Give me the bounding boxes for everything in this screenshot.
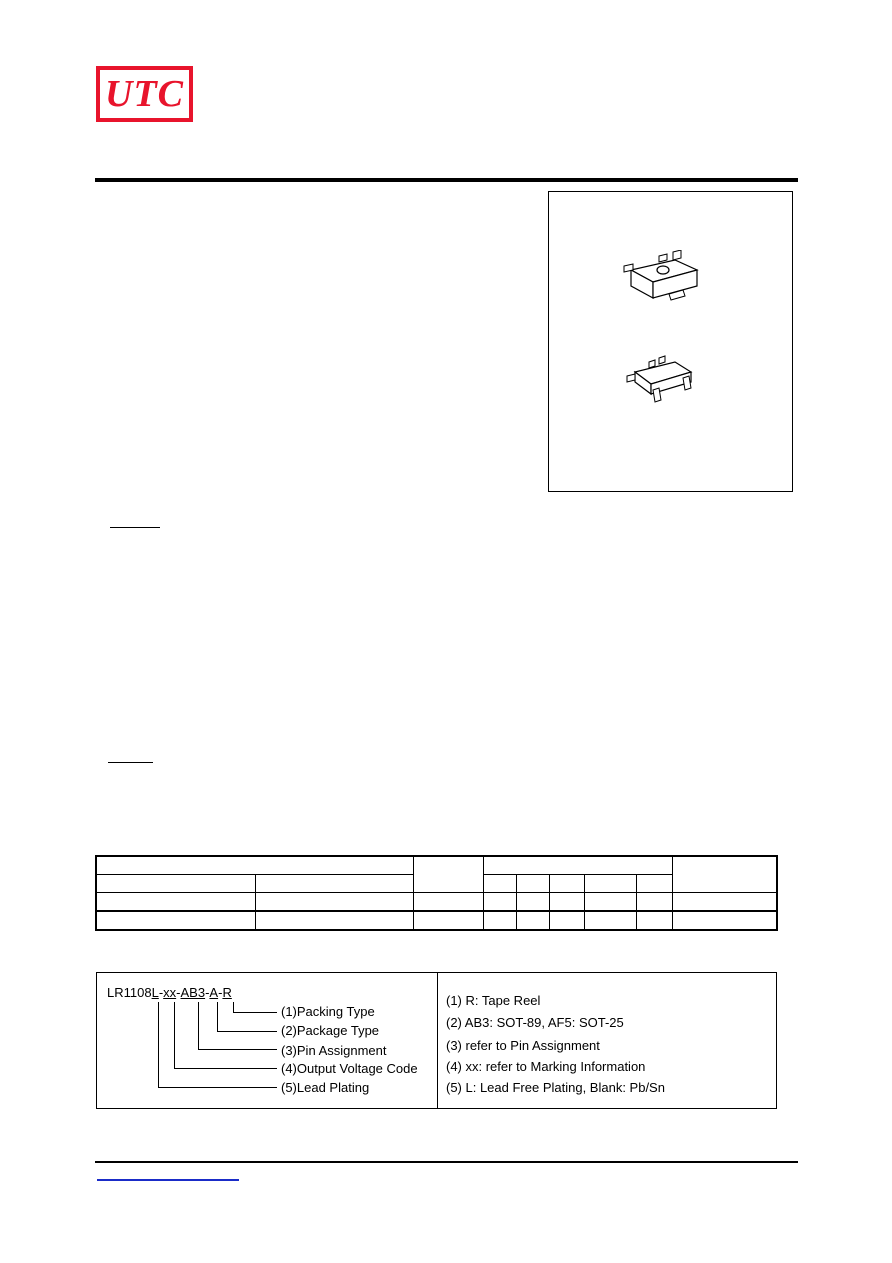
leader-line-5h — [158, 1087, 277, 1088]
desc-pin-assignment: (3) refer to Pin Assignment — [446, 1038, 600, 1053]
label-package-type: (2)Package Type — [281, 1023, 380, 1038]
leader-line-4 — [174, 1002, 175, 1069]
sot89-package-icon — [621, 250, 705, 302]
desc-package-type: (2) AB3: SOT-89, AF5: SOT-25 — [446, 1015, 624, 1030]
table-cell — [413, 911, 483, 930]
table-cell — [413, 893, 483, 912]
table-cell — [255, 875, 413, 893]
decode-divider — [437, 973, 438, 1108]
pn-voltage-code: xx — [163, 985, 177, 1000]
sot25-package-icon — [625, 350, 705, 406]
leader-line-4h — [174, 1068, 277, 1069]
table-cell — [96, 893, 255, 912]
pn-packing-type: R — [222, 985, 232, 1000]
pn-package-type: AB3 — [180, 985, 206, 1000]
leader-line-3h — [198, 1049, 277, 1050]
ordering-table — [95, 855, 778, 931]
desc-lead-plating: (5) L: Lead Free Plating, Blank: Pb/Sn — [446, 1080, 665, 1095]
leader-line-1h — [233, 1012, 277, 1013]
desc-voltage-code: (4) xx: refer to Marking Information — [446, 1059, 646, 1074]
table-cell — [96, 911, 255, 930]
table-cell — [584, 911, 636, 930]
part-number-decode-box — [96, 972, 777, 1109]
header-rule — [95, 178, 798, 182]
table-cell — [672, 911, 777, 930]
table-row — [96, 911, 777, 930]
label-pin-assignment: (3)Pin Assignment — [281, 1043, 387, 1058]
label-packing-type: (1)Packing Type — [281, 1004, 375, 1019]
section-underline-2 — [108, 762, 153, 763]
table-cell — [483, 856, 672, 875]
table-row — [96, 856, 777, 875]
pn-pin-assignment: A — [209, 985, 219, 1000]
table-cell — [96, 856, 413, 875]
table-cell — [255, 911, 413, 930]
table-cell — [636, 875, 672, 893]
section-underline-1 — [110, 527, 160, 528]
leader-line-5 — [158, 1002, 159, 1088]
table-cell — [483, 875, 516, 893]
table-cell — [413, 856, 483, 893]
table-cell — [549, 911, 584, 930]
table-cell — [549, 875, 584, 893]
table-cell — [96, 875, 255, 893]
table-cell — [636, 893, 672, 912]
company-logo — [96, 66, 193, 122]
footer-rule — [95, 1161, 798, 1163]
table-cell — [516, 911, 549, 930]
table-cell — [672, 856, 777, 893]
table-cell — [483, 911, 516, 930]
package-illustration-box — [548, 191, 793, 492]
table-cell — [483, 893, 516, 912]
leader-line-2h — [217, 1031, 277, 1032]
table-cell — [636, 911, 672, 930]
table-row — [96, 893, 777, 912]
leader-line-3 — [198, 1002, 199, 1050]
table-cell — [549, 893, 584, 912]
logo-text: UTC — [105, 73, 184, 115]
table-cell — [255, 893, 413, 912]
table-cell — [584, 875, 636, 893]
table-cell — [584, 893, 636, 912]
website-link[interactable] — [97, 1175, 239, 1181]
label-lead-plating: (5)Lead Plating — [281, 1080, 370, 1095]
table-cell — [516, 893, 549, 912]
part-number: LR1108L-xx-AB3-A-R — [107, 985, 232, 1000]
label-output-voltage-code: (4)Output Voltage Code — [281, 1061, 418, 1076]
table-cell — [672, 893, 777, 912]
desc-packing-type: (1) R: Tape Reel — [446, 993, 541, 1008]
leader-line-2 — [217, 1002, 218, 1032]
table-cell — [516, 875, 549, 893]
pn-lead-plating: L — [151, 985, 159, 1000]
